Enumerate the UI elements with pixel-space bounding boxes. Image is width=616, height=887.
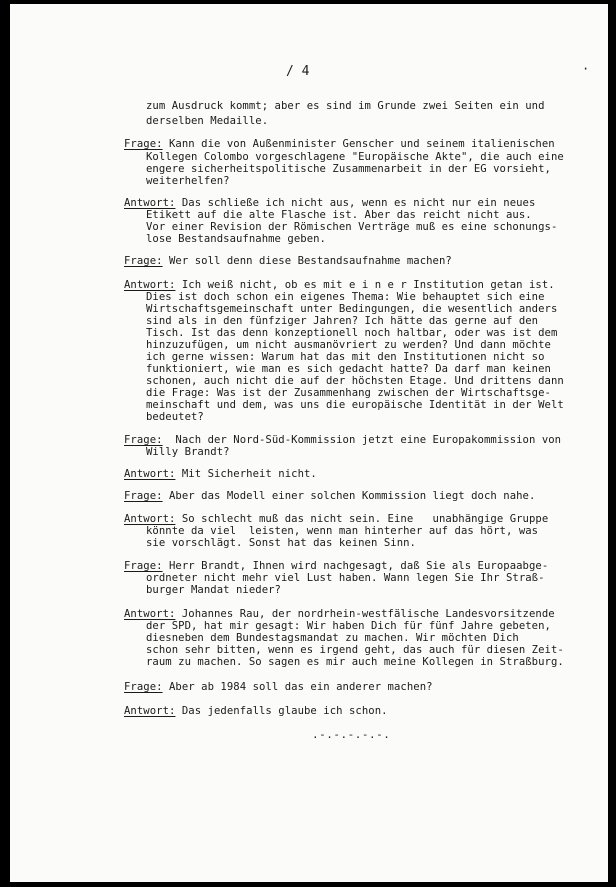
line-text: ordneter nicht mehr viel Lust haben. Wann legen Sie Ihr Straß- — [146, 572, 545, 584]
line-text: Tisch. Ist das denn konzeptionell noch haltbar, oder was ist dem — [146, 327, 558, 339]
text-line — [146, 411, 204, 423]
text-line — [146, 233, 326, 245]
text-line — [146, 446, 230, 458]
text-line — [146, 572, 545, 584]
speaker-label: Frage: — [124, 560, 163, 572]
line-text: So schlecht muß das nicht sein. Eine unabhängige Gruppe — [175, 513, 549, 525]
line-text: weiterhelfen? — [146, 175, 230, 187]
text-line — [146, 291, 545, 303]
text-line — [146, 221, 557, 233]
text-line — [146, 163, 551, 175]
text-line — [146, 620, 551, 632]
line-text: hinzuzufügen, um nicht ausmanövriert zu werden? Und dann möchte — [146, 339, 551, 351]
line-text: bedeutet? — [146, 411, 204, 423]
speaker-line — [124, 705, 388, 717]
text-line — [146, 584, 281, 596]
line-text: derselben Medaille. — [146, 115, 269, 127]
line-text: Das jedenfalls glaube ich schon. — [175, 705, 388, 717]
text-line — [146, 175, 230, 187]
line-text: Kann die von Außenminister Genscher und seinem italienischen — [162, 138, 555, 150]
line-text: raum zu machen. So sagen es mir auch meine Kollegen in Straßburg. — [146, 656, 564, 668]
line-text: Ich weiß nicht, ob es mit e i n e r Institution getan ist. — [175, 279, 555, 291]
line-text: die Frage: Was ist der Zusammenhang zwischen der Wirtschaftsge- — [146, 387, 551, 399]
text-line — [146, 387, 551, 399]
speaker-line — [124, 608, 555, 620]
text-line — [146, 644, 564, 656]
speaker-line — [124, 490, 535, 502]
speaker-label: Antwort: — [124, 279, 176, 291]
speaker-line — [124, 197, 535, 209]
text-line — [146, 656, 564, 668]
line-text: zum Ausdruck kommt; aber es sind im Grunde zwei Seiten ein und — [146, 100, 545, 112]
line-text: schonen, auch nicht die auf der höchsten Etage. Und drittens dann — [146, 375, 564, 387]
corner-mark: · — [582, 62, 590, 76]
text-line — [146, 632, 519, 644]
line-text: Johannes Rau, der nordrhein-westfälische Landesvorsitzende — [175, 608, 555, 620]
speaker-line — [124, 513, 548, 525]
speaker-line — [124, 279, 555, 291]
line-text: Aber ab 1984 soll das ein anderer machen? — [162, 681, 433, 693]
text-line — [146, 399, 564, 411]
line-text: lose Bestandsaufnahme geben. — [146, 233, 326, 245]
text-line — [146, 115, 268, 127]
line-text: diesneben dem Bundestagsmandat zu machen. Wir möchten Dich — [146, 632, 519, 644]
line-text: Mit Sicherheit nicht. — [175, 468, 317, 480]
speaker-line — [124, 560, 548, 572]
text-line — [146, 151, 564, 163]
line-text: schon sehr bitten, wenn es irgend geht, das auch für diesen Zeit- — [146, 644, 564, 656]
speaker-label: Frage: — [124, 255, 163, 267]
speaker-line — [124, 681, 433, 693]
speaker-label: Antwort: — [124, 197, 176, 209]
text-line — [146, 327, 557, 339]
line-text: könnte da viel leisten, wenn man hinterher auf das hört, was — [146, 525, 539, 537]
text-line — [146, 315, 538, 327]
line-text: Willy Brandt? — [146, 446, 230, 458]
text-body — [10, 4, 608, 882]
line-text: funktioniert, wie man es sich gedacht hatte? Da darf man keinen — [146, 363, 551, 375]
speaker-line — [124, 468, 317, 480]
line-text: engere sicherheitspolitische Zusammenarbeit in der EG vorsieht, — [146, 163, 551, 175]
text-line — [146, 209, 532, 221]
line-text: Etikett auf die alte Flasche ist. Aber das reicht nicht aus. — [146, 209, 532, 221]
speaker-label: Antwort: — [124, 608, 176, 620]
text-line — [146, 537, 416, 549]
speaker-label: Frage: — [124, 434, 163, 446]
line-text: Das schließe ich nicht aus, wenn es nicht nur ein neues — [175, 197, 536, 209]
line-text: sie vorschlägt. Sonst hat das keinen Sinn. — [146, 537, 416, 549]
speaker-line — [124, 138, 555, 150]
text-line — [146, 100, 545, 112]
text-line — [146, 303, 557, 315]
speaker-line — [124, 255, 452, 267]
line-text: Wer soll denn diese Bestandsaufnahme machen? — [162, 255, 452, 267]
text-line — [146, 339, 551, 351]
line-text: Nach der Nord-Süd-Kommission jetzt eine Europakommission von — [162, 434, 562, 446]
line-text: Herr Brandt, Ihnen wird nachgesagt, daß Sie als Europaabge- — [162, 560, 549, 572]
text-line — [146, 351, 545, 363]
page-number: / 4 — [286, 64, 310, 79]
document-page — [10, 4, 608, 882]
line-text: Kollegen Colombo vorgeschlagene "Europäische Akte", die auch eine — [146, 151, 564, 163]
speaker-label: Antwort: — [124, 513, 176, 525]
line-text: sind als in den fünfziger Jahren? Ich hätte das gerne auf den — [146, 315, 539, 327]
line-text: meinschaft und dem, was uns die europäische Identität in der Welt — [146, 399, 564, 411]
end-mark: .-.-.-.-.-. — [312, 728, 391, 741]
speaker-label: Antwort: — [124, 468, 176, 480]
speaker-label: Frage: — [124, 681, 163, 693]
speaker-label: Frage: — [124, 490, 163, 502]
line-text: Vor einer Revision der Römischen Verträge muß es eine schonungs- — [146, 221, 558, 233]
line-text: ich gerne wissen: Warum hat das mit den Institutionen nicht so — [146, 351, 545, 363]
speaker-label: Frage: — [124, 138, 163, 150]
line-text: burger Mandat nieder? — [146, 584, 281, 596]
line-text: Dies ist doch schon ein eigenes Thema: Wie behauptet sich eine — [146, 291, 545, 303]
speaker-label: Antwort: — [124, 705, 176, 717]
line-text: der SPD, hat mir gesagt: Wir haben Dich für fünf Jahre gebeten, — [146, 620, 551, 632]
line-text: Aber das Modell einer solchen Kommission liegt doch nahe. — [162, 490, 536, 502]
text-line — [146, 525, 538, 537]
line-text: Wirtschaftsgemeinschaft unter Bedingungen, die wesentlich anders — [146, 303, 558, 315]
text-line — [146, 363, 551, 375]
speaker-line — [124, 434, 561, 446]
text-line — [146, 375, 564, 387]
